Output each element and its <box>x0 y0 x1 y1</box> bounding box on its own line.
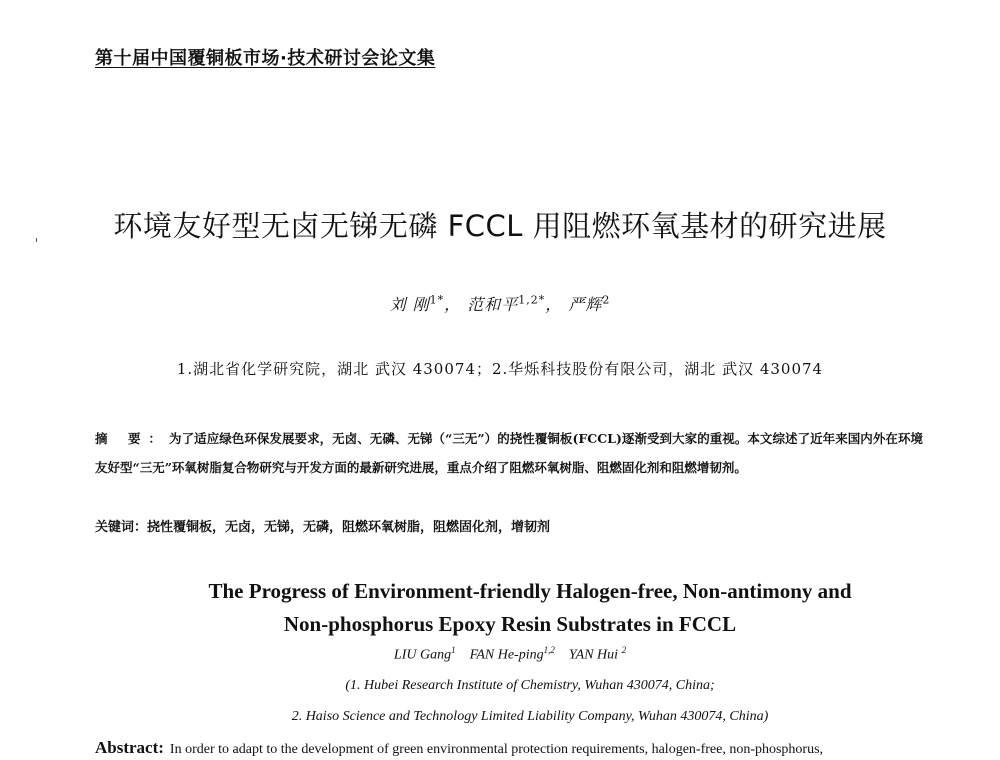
abstract-cn-text: 为了适应绿色环保发展要求，无卤、无磷、无锑（“三无”）的挠性覆铜板(FCCL)逐渐受到大家的重视。本文综述了近年来国内外在环境友好型“三无”环氧树脂复合物研究与开发方面的最新研究进展，重点介绍了阻燃环氧树脂、阻燃固化剂和阻燃增韧剂。 <box>95 431 923 475</box>
author-en-name: LIU Gang <box>393 647 452 663</box>
author-sup: 1* <box>429 293 445 307</box>
paper-title-en-line2: Non-phosphorus Epoxy Resin Substrates in FCCL <box>283 612 737 636</box>
author-sep: ， <box>444 295 462 314</box>
keywords-cn <box>95 516 550 535</box>
authors-en <box>10 645 1000 664</box>
affiliation-cn: 1.湖北省化学研究院，湖北 武汉 430074；2.华烁科技股份有限公司，湖北 武汉 430074 <box>176 360 824 378</box>
author-en-sup: 1,2 <box>543 645 555 655</box>
author-sup: 1,2* <box>518 293 546 307</box>
author-en-sup: 2 <box>621 645 627 655</box>
author-en-sup: 1 <box>451 645 456 655</box>
author-name: 刘 刚 <box>389 295 430 314</box>
abstract-cn <box>95 424 923 482</box>
abstract-cn-label: 摘 要： <box>95 431 170 446</box>
author-en-name: FAN He-ping <box>469 647 544 663</box>
abstract-en-label: Abstract: <box>95 738 164 757</box>
authors-cn <box>0 292 1000 315</box>
keywords-cn-label: 关键词： <box>95 520 148 535</box>
author-name: 范和平 <box>467 295 519 314</box>
author-name: 严辉 <box>568 295 603 314</box>
author-en-name: YAN Hui <box>568 647 619 663</box>
author-sup: 2 <box>602 293 611 307</box>
author-sep: ， <box>545 295 563 314</box>
series-header: 第十届中国覆铜板市场·技术研讨会论文集 <box>95 48 436 69</box>
abstract-en <box>95 738 995 758</box>
affiliation-en-line2: 2. Haiso Science and Technology Limited Liability Company, Wuhan 430074, China) <box>291 709 769 724</box>
keywords-cn-text: 挠性覆铜板，无卤，无锑，无磷，阻燃环氧树脂，阻燃固化剂，增韧剂 <box>147 520 551 535</box>
abstract-en-text: In order to adapt to the development of green environmental protection requirements, halogen-free, non-phosphorus, <box>169 742 824 757</box>
paper-title-en-line1: The Progress of Environment-friendly Halogen-free, Non-antimony and <box>208 579 852 603</box>
paper-title-cn: 环境友好型无卤无锑无磷 FCCL 用阻燃环氧基材的研究进展 <box>113 209 887 243</box>
affiliation-en-line1: (1. Hubei Research Institute of Chemistry, Wuhan 430074, China; <box>345 678 715 693</box>
